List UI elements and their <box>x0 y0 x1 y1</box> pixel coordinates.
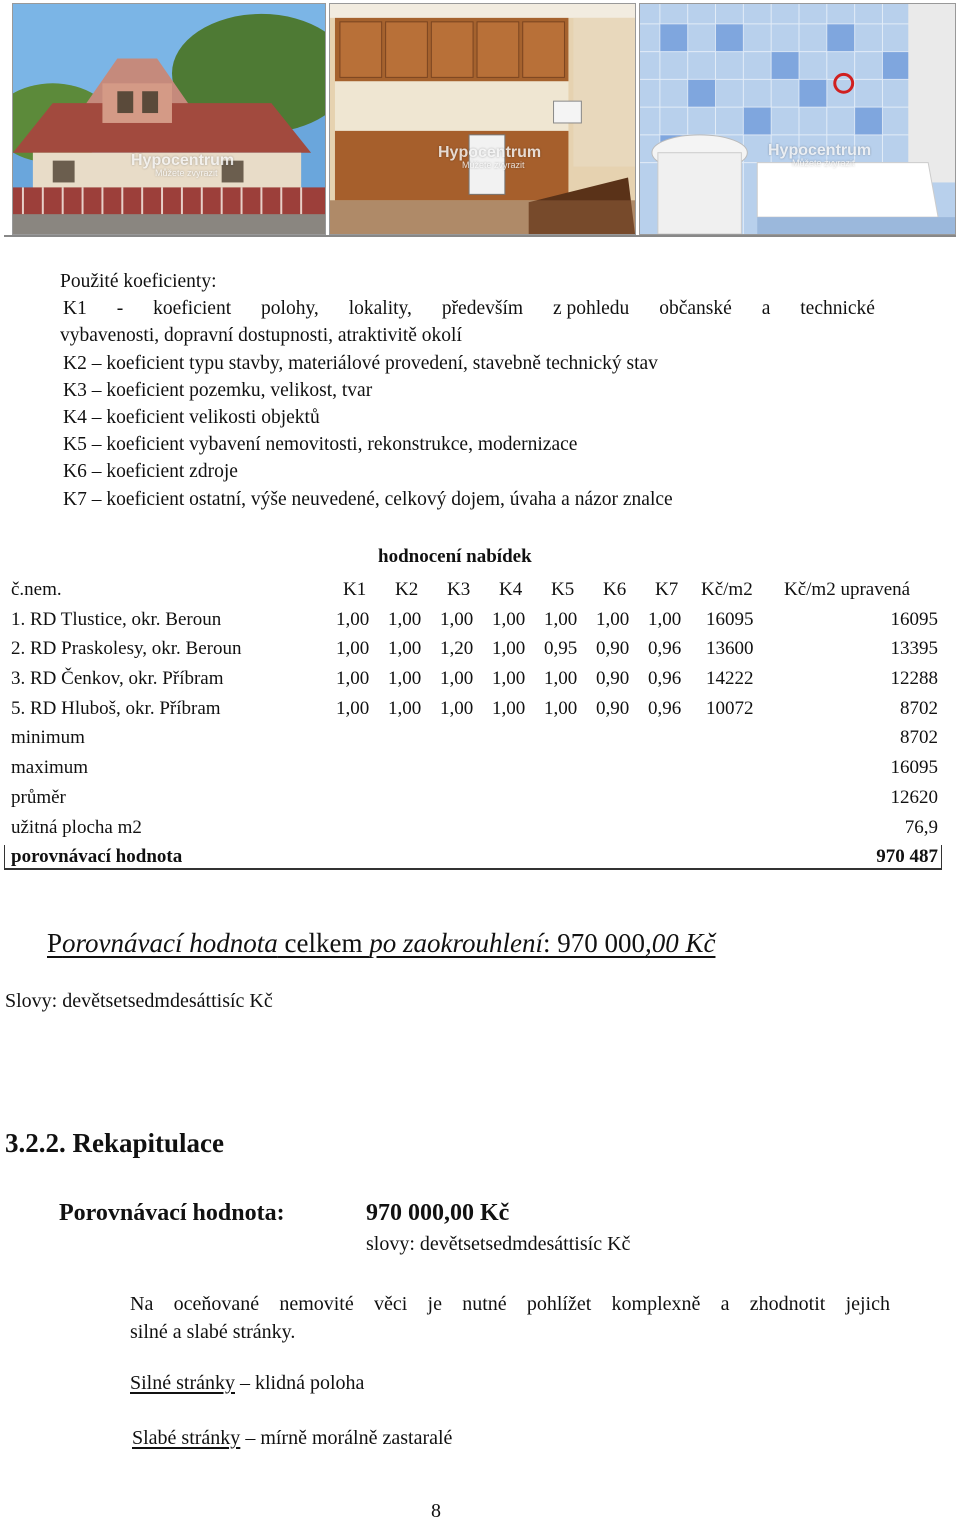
table-border-bottom <box>4 868 942 870</box>
row-name: 1. RD Tlustice, okr. Beroun <box>11 608 222 630</box>
house-photo <box>12 3 326 235</box>
paragraph-line1 <box>130 1290 890 1318</box>
k1-word: především <box>441 298 524 320</box>
cell-k7: 1,00 <box>648 608 682 630</box>
paragraph-word: komplexně <box>611 1293 701 1315</box>
cell-kcm2: 14222 <box>706 668 754 690</box>
table-row <box>4 605 942 635</box>
cell-kcm2: 13600 <box>706 638 754 660</box>
bathroom-photo <box>639 3 956 235</box>
cell-k6: 0,90 <box>596 638 630 660</box>
cell-kcm2: 10072 <box>706 697 754 719</box>
cell-k5: 1,00 <box>544 608 578 630</box>
k2-description: K2 – koeficient typu stavby, materiálové provedení, stavebně technický stav <box>63 352 658 374</box>
table-border-right <box>941 845 942 869</box>
recap-words: slovy: devětsetsedmdesáttisíc Kč <box>366 1233 631 1255</box>
cell-k7: 0,96 <box>648 668 682 690</box>
row-name: 2. RD Praskolesy, okr. Beroun <box>11 638 242 660</box>
row-name: 5. RD Hluboš, okr. Příbram <box>11 697 221 719</box>
k1-line2: vybavenosti, dopravní dostupnosti, atraktivitě okolí <box>60 325 462 347</box>
total-decimals: ,00 Kč <box>644 928 716 958</box>
k1-word: lokality, <box>348 298 412 320</box>
total-value-line <box>47 928 715 959</box>
paragraph-line2: silné a slabé stránky. <box>130 1321 296 1343</box>
k7-description: K7 – koeficient ostatní, výše neuvedené, celkový dojem, úvaha a názor znalce <box>63 488 673 510</box>
cell-k2: 1,00 <box>388 608 422 630</box>
k1-word: technické <box>800 298 875 320</box>
paragraph-word: jejich <box>845 1293 890 1315</box>
cell-k7: 0,96 <box>648 697 682 719</box>
table-row <box>4 664 942 694</box>
watermark-text: Hypocentrum <box>131 152 235 169</box>
k1-word: z pohledu <box>552 298 630 320</box>
header-k7: K7 <box>655 579 679 600</box>
paragraph-word: nemovité <box>279 1293 354 1315</box>
cell-adjusted: 16095 <box>890 608 938 630</box>
k5-description: K5 – koeficient vybavení nemovitosti, rekonstrukce, modernizace <box>63 434 578 456</box>
cell-k3: 1,00 <box>440 668 474 690</box>
paragraph-word: je <box>427 1293 442 1315</box>
k1-word: - <box>116 298 124 320</box>
minimum-value: 8702 <box>900 727 938 749</box>
watermark <box>768 142 871 168</box>
cell-k4: 1,00 <box>492 608 526 630</box>
cell-adjusted: 12288 <box>890 668 938 690</box>
cell-k4: 1,00 <box>492 697 526 719</box>
weaknesses-text: – mírně morálně zastaralé <box>240 1427 453 1449</box>
area-value: 76,9 <box>904 816 938 838</box>
total-amount: : 970 000 <box>542 928 645 958</box>
watermark-subtext: Můžete zvyrazit <box>462 160 525 170</box>
watermark-subtext: Můžete zvyrazit <box>155 168 218 178</box>
comparative-label: porovnávací hodnota <box>11 846 183 868</box>
header-k4: K4 <box>499 579 523 600</box>
cell-k1: 1,00 <box>336 638 370 660</box>
average-label: průměr <box>11 786 66 808</box>
paragraph-word: a <box>720 1293 730 1315</box>
section-heading: 3.2.2. Rekapitulace <box>5 1128 224 1158</box>
k1-line1 <box>60 295 875 322</box>
header-k5: K5 <box>551 579 575 600</box>
weaknesses-label: Slabé stránky <box>132 1427 241 1449</box>
cell-k3: 1,00 <box>440 697 474 719</box>
total-rounding: po zaokrouhlení <box>369 928 543 958</box>
table-title: hodnocení nabídek <box>378 546 532 567</box>
header-k3: K3 <box>447 579 471 600</box>
recap-value: 970 000,00 Kč <box>366 1200 510 1226</box>
header-k2: K2 <box>395 579 419 600</box>
header-nem: č.nem. <box>11 579 62 600</box>
cell-k3: 1,20 <box>440 638 474 660</box>
watermark-text: Hypocentrum <box>438 144 542 161</box>
cell-adjusted: 13395 <box>890 638 938 660</box>
k4-description: K4 – koeficient velikosti objektů <box>63 407 320 429</box>
minimum-label: minimum <box>11 727 85 749</box>
summary-row-average <box>4 783 942 813</box>
total-label: orovnávací hodnota <box>62 928 278 958</box>
cell-k5: 0,95 <box>544 638 578 660</box>
paragraph-word: věci <box>373 1293 408 1315</box>
paragraph-word: nutné <box>462 1293 507 1315</box>
summary-row-minimum <box>4 723 942 753</box>
cell-k4: 1,00 <box>492 668 526 690</box>
strengths-line <box>130 1372 364 1395</box>
strengths-label: Silné stránky <box>130 1372 235 1394</box>
k1-word: koeficient <box>153 298 232 320</box>
cell-k7: 0,96 <box>648 638 682 660</box>
page-number: 8 <box>431 1500 441 1522</box>
total-p: P <box>47 928 63 958</box>
assessment-paragraph <box>130 1290 890 1346</box>
k1-word: a <box>761 298 771 320</box>
cell-k6: 1,00 <box>596 608 630 630</box>
table-header-row <box>4 575 942 605</box>
header-adjusted: Kč/m2 upravená <box>784 579 911 600</box>
k6-description: K6 – koeficient zdroje <box>63 461 238 483</box>
paragraph-word: zhodnotit <box>749 1293 826 1315</box>
paragraph-word: oceňované <box>173 1293 260 1315</box>
cell-k2: 1,00 <box>388 697 422 719</box>
comparative-value: 970 487 <box>876 846 938 868</box>
weaknesses-line <box>132 1427 452 1450</box>
cell-k5: 1,00 <box>544 697 578 719</box>
watermark-subtext: Můžete zvyrazit <box>792 158 855 168</box>
watermark-text: Hypocentrum <box>768 142 872 159</box>
kitchen-photo <box>329 3 636 235</box>
k1-word: občanské <box>659 298 732 320</box>
cell-k4: 1,00 <box>492 638 526 660</box>
cell-k2: 1,00 <box>388 668 422 690</box>
header-k6: K6 <box>603 579 627 600</box>
watermark <box>131 152 234 178</box>
k1-word: polohy, <box>261 298 319 320</box>
summary-row-maximum <box>4 753 942 783</box>
cell-adjusted: 8702 <box>900 697 938 719</box>
words-line: Slovy: devětsetsedmdesáttisíc Kč <box>5 990 273 1012</box>
cell-kcm2: 16095 <box>706 608 754 630</box>
cell-k3: 1,00 <box>440 608 474 630</box>
paragraph-word: Na <box>130 1293 154 1315</box>
cell-k1: 1,00 <box>336 668 370 690</box>
table-border-left <box>4 845 5 869</box>
recap-label: Porovnávací hodnota: <box>59 1200 285 1226</box>
maximum-value: 16095 <box>890 757 938 779</box>
row-name: 3. RD Čenkov, okr. Příbram <box>11 668 224 690</box>
cell-k6: 0,90 <box>596 668 630 690</box>
cell-k1: 1,00 <box>336 697 370 719</box>
header-k1: K1 <box>343 579 367 600</box>
maximum-label: maximum <box>11 757 89 779</box>
k1-word: K1 <box>63 298 87 320</box>
coefficients-title: Použité koeficienty: <box>60 271 217 292</box>
k3-description: K3 – koeficient pozemku, velikost, tvar <box>63 379 373 401</box>
cell-k2: 1,00 <box>388 638 422 660</box>
table-row <box>4 694 942 724</box>
strengths-text: – klidná poloha <box>235 1372 365 1394</box>
photo-strip <box>4 3 956 237</box>
watermark <box>438 144 541 170</box>
cell-k6: 0,90 <box>596 697 630 719</box>
cell-k1: 1,00 <box>336 608 370 630</box>
summary-row-area <box>4 813 942 843</box>
coefficients-section <box>60 268 875 513</box>
total-celkem: celkem <box>277 928 370 958</box>
average-value: 12620 <box>890 786 938 808</box>
paragraph-word: pohlížet <box>526 1293 592 1315</box>
header-kcm2: Kč/m2 <box>701 579 753 600</box>
offers-table <box>4 575 942 872</box>
area-label: užitná plocha m2 <box>11 816 142 838</box>
cell-k5: 1,00 <box>544 668 578 690</box>
table-row <box>4 634 942 664</box>
